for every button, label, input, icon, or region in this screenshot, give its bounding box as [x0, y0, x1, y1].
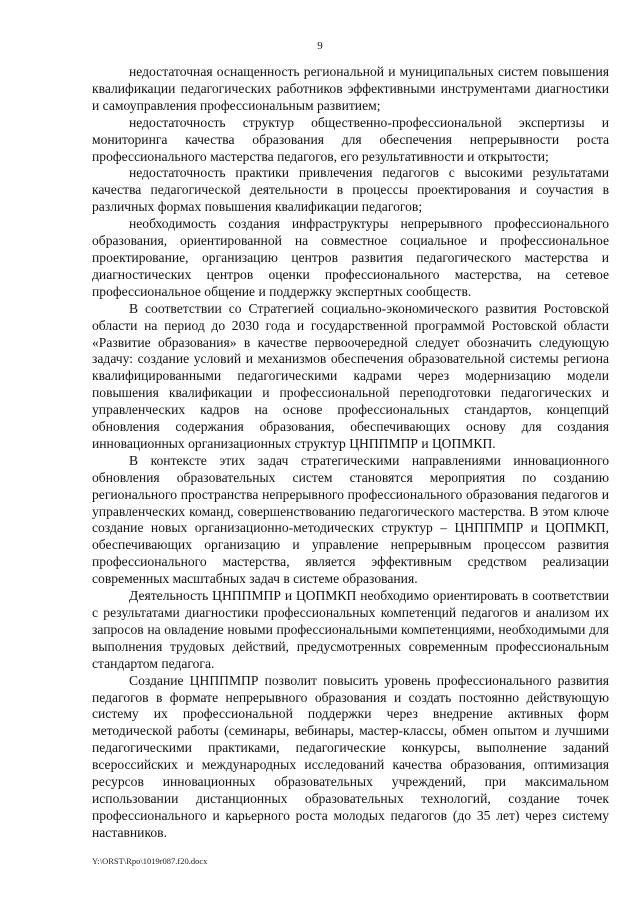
paragraph-3: недостаточность практики привлечения педагогов с высокими результатами качества педагогической деятельности в процессы проектирования и соучастия в различных формах повышения квалификации педагогов;	[92, 165, 609, 215]
paragraph-8: Создание ЦНППМПР позволит повысить уровень профессионального развития педагогов в формате непрерывного образования и создать постоянно действующую систему их профессиональной поддержки через внедрение активных форм методической работы (семинары, вебинары, мастер-классы, обмен опытом и лучшими педагогическими практиками, педагогические конкурсы, выполнение заданий всероссийских и международных исследований качества образования, оптимизация ресурсов инновационных образовательных учреждений, при максимальном использовании дистанционных образовательных технологий, создание точек профессионального и карьерного роста молодых педагогов (до 35 лет) через систему наставников.	[92, 672, 609, 840]
document-body	[92, 64, 609, 842]
paragraph-2: недостаточность структур общественно-профессиональной экспертизы и мониторинга качества образования для обеспечения непрерывности роста профессионального мастерства педагогов, его результативности и открытости;	[92, 114, 609, 164]
page-number: 9	[317, 40, 323, 52]
footer-file-path: Y:\ORST\Rpo\1019r087.f20.docx	[92, 856, 208, 866]
paragraph-1: недостаточная оснащенность региональной и муниципальных систем повышения квалификации педагогических работников эффективными инструментами диагностики и самоуправления профессиональным развитием;	[92, 64, 609, 113]
paragraph-4: необходимость создания инфраструктуры непрерывного профессионального образования, ориентированной на совместное социальное и профессиональное проектирование, организацию центров развития педагогического мастерства и диагностических центров оценки профессионального мастерства, на сетевое профессиональное общение и поддержку экспертных сообществ.	[92, 216, 609, 299]
paragraph-6: В контексте этих задач стратегическими направлениями инновационного обновления образовательных систем становятся мероприятия по созданию регионального пространства непрерывного профессионального образования педагогов и управленческих команд, совершенствованию педагогического мастерства. В этом ключе создание новых организационно-методических структур – ЦНППМПР и ЦОПМКП, обеспечивающих организацию и управление непрерывным процессом развития профессионального мастерства, является эффективным средством реализации современных масштабных задач в системе образования.	[92, 452, 609, 587]
paragraph-5: В соответствии со Стратегией социально-экономического развития Ростовской области на период до 2030 года и государственной программой Ростовской области «Развитие образования» в качестве первоочередной следует обозначить следующую задачу: создание условий и механизмов обеспечения образовательной системы региона квалифицированными педагогическими кадрами через модернизацию модели повышения квалификации и профессиональной переподготовки педагогических и управленческих кадров на основе профессиональных стандартов, концепций обновления содержания образования, обеспечивающих основу для создания инновационных организационных структур ЦНППМПР и ЦОПМКП.	[92, 300, 609, 451]
paragraph-7: Деятельность ЦНППМПР и ЦОПМКП необходимо ориентировать в соответствии с результатами диагностики профессиональных компетенций педагогов и анализом их запросов на овладение новыми профессиональными компетенциями, необходимыми для выполнения трудовых действий, предусмотренных современным профессиональным стандартом педагога.	[92, 588, 609, 671]
